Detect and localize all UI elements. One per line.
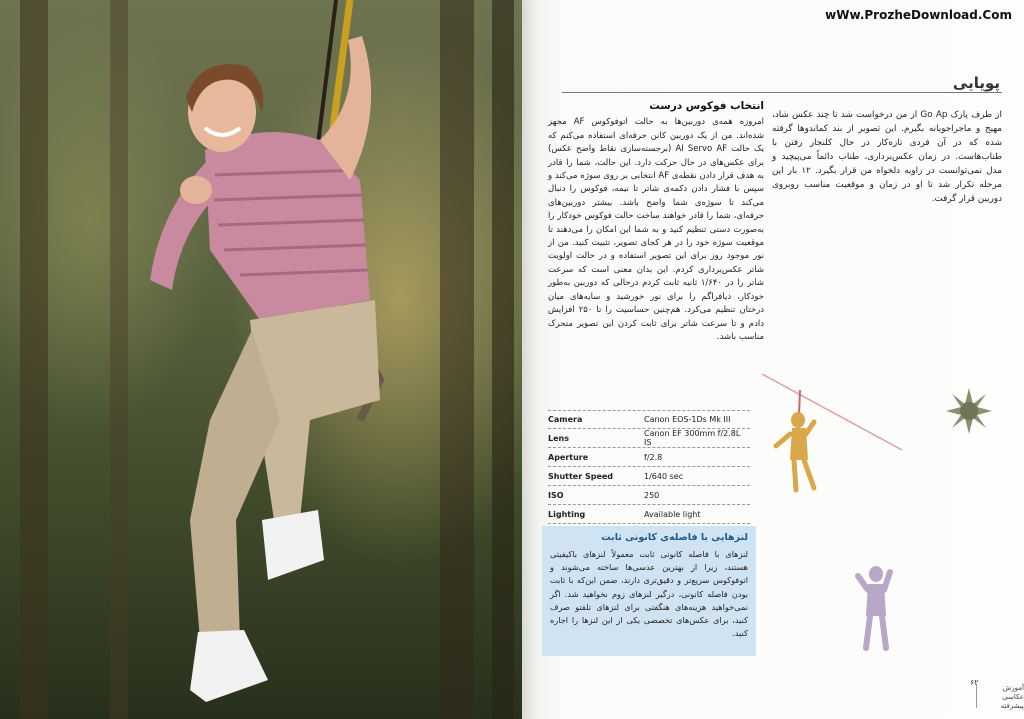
climbing-mannequin-icon — [762, 370, 912, 510]
spec-row-lens — [548, 429, 750, 448]
spec-value: 250 — [644, 490, 660, 500]
focus-title: انتخاب فوکوس درست — [649, 100, 764, 112]
spec-value: f/2.8 — [644, 452, 663, 462]
spec-label: ISO — [548, 490, 564, 500]
spec-label: Lens — [548, 433, 569, 443]
focus-paragraph: امروزه همه‌ی دوربین‌ها به حالت اتوفوکوس AF مجهز شده‌اند. من از یک دوربین کانن حرفه‌ای استفاده می‌کنم که یک حالت AI Servo AF (برجسته‌سازی نقاط واضح عکس) برای عکس‌های در حال حرکت دارد. این حالت، شما را قادر به هدف قرار دادن نقطه‌ی AF انتخابی بر روی سوژه می‌کند و سپس با فشار دادن دکمه‌ی شاتر تا نیمه، فوکوس را دنبال می‌کند تا سوژه‌ی شما واضح باشد. بیشتر دوربین‌های حرفه‌ای، شما را قادر خواهند ساخت حالت فوکوس خودکار را به‌صورت دستی تنظیم کنید و به شما این امکان را می‌دهند تا موقعیت سوژه خود را در هر کجای تصویر، تثبیت کنید. من از نور موجود روز برای این تصویر استفاده و در حالت اولویت شاتر عکس‌برداری کردم. این بدان معنی است که سرعت شاتر را در ۱/۶۴۰ ثانیه ثابت کردم درحالی که دوربین به‌طور خودکار، دیافراگم را برای نور خورشید و سایه‌های میان درختان تنظیم می‌کرد. هم‌چنین حساسیت را تا ۲۵۰ افزایش دادم و تا سرعت شاتر برای ثابت کردن این تصویر متحرک مناسب باشد. — [548, 117, 764, 342]
site-watermark: wWw.ProzheDownload.Com — [825, 8, 1012, 22]
tip-body: لنزهای با فاصله کانونی ثابت معمولاً لنزهای باکیفیتی هستند، زیرا از بهترین عدسی‌ها ساخته می‌شوند و اتوفوکوس سریع‌تر و دقیق‌تری دارند، ضمن این‌که با ثابت بودن فاصله کانونی، درگیر لنزهای زوم نخواهید شد. اگر نمی‌خواهید هزینه‌های هنگفتی برای لنزهای تلفتو صرف کنید، برای عکس‌های تخصصی یکی از این لنزها را اجاره کنید. — [550, 549, 748, 639]
series-label: آموزش عکاسی پیشرفته — [976, 684, 1024, 708]
spiky-ball-icon — [946, 388, 992, 434]
spec-value: 1/640 sec — [644, 471, 684, 481]
spec-row-aperture — [548, 448, 750, 467]
spec-value: Canon EF 300mm f/2.8L IS — [644, 429, 741, 447]
spec-row-iso — [548, 486, 750, 505]
camera-specs-table — [548, 410, 750, 524]
intro-paragraph: از طرف پارک Go Ap از من درخواست شد تا چند عکس شاد، مهیج و ماجراجویانه بگیرم. این تصویر از بند کماندوها گرفته شده که در آن فردی تازه‌کار در حال کلنجار رفتن با طناب‌هاست. در زمان عکس‌برداری، طناب دائماً می‌پیچید و مدل نمی‌توانست در زاویه دلخواه من قرار بگیرد. ۱۲ بار این مرحله تکرار شد تا او در زمان و موقعیت مناسب روبروی دوربین قرار گرفت. — [772, 110, 1003, 204]
heading-divider — [562, 92, 1002, 93]
spec-row-lighting — [548, 505, 750, 524]
text-page — [522, 0, 1024, 719]
mannequin-with-camera-icon — [850, 560, 900, 652]
spec-label: Aperture — [548, 452, 589, 462]
page-number: ۶۲ — [970, 678, 979, 687]
spec-row-shutter-speed — [548, 467, 750, 486]
section-heading: پویایی — [952, 74, 1000, 92]
spec-label: Lighting — [548, 509, 586, 519]
spec-label: Shutter Speed — [548, 471, 614, 481]
tip-box — [542, 526, 756, 656]
spec-value: Available light — [644, 509, 701, 519]
spec-value: Canon EOS-1Ds Mk III — [644, 415, 731, 424]
spec-label: Camera — [548, 415, 583, 424]
focus-section — [548, 100, 764, 344]
spec-row-camera — [548, 410, 750, 429]
tip-title: لنزهایی با فاصله‌ی کانونی ثابت — [601, 532, 748, 543]
